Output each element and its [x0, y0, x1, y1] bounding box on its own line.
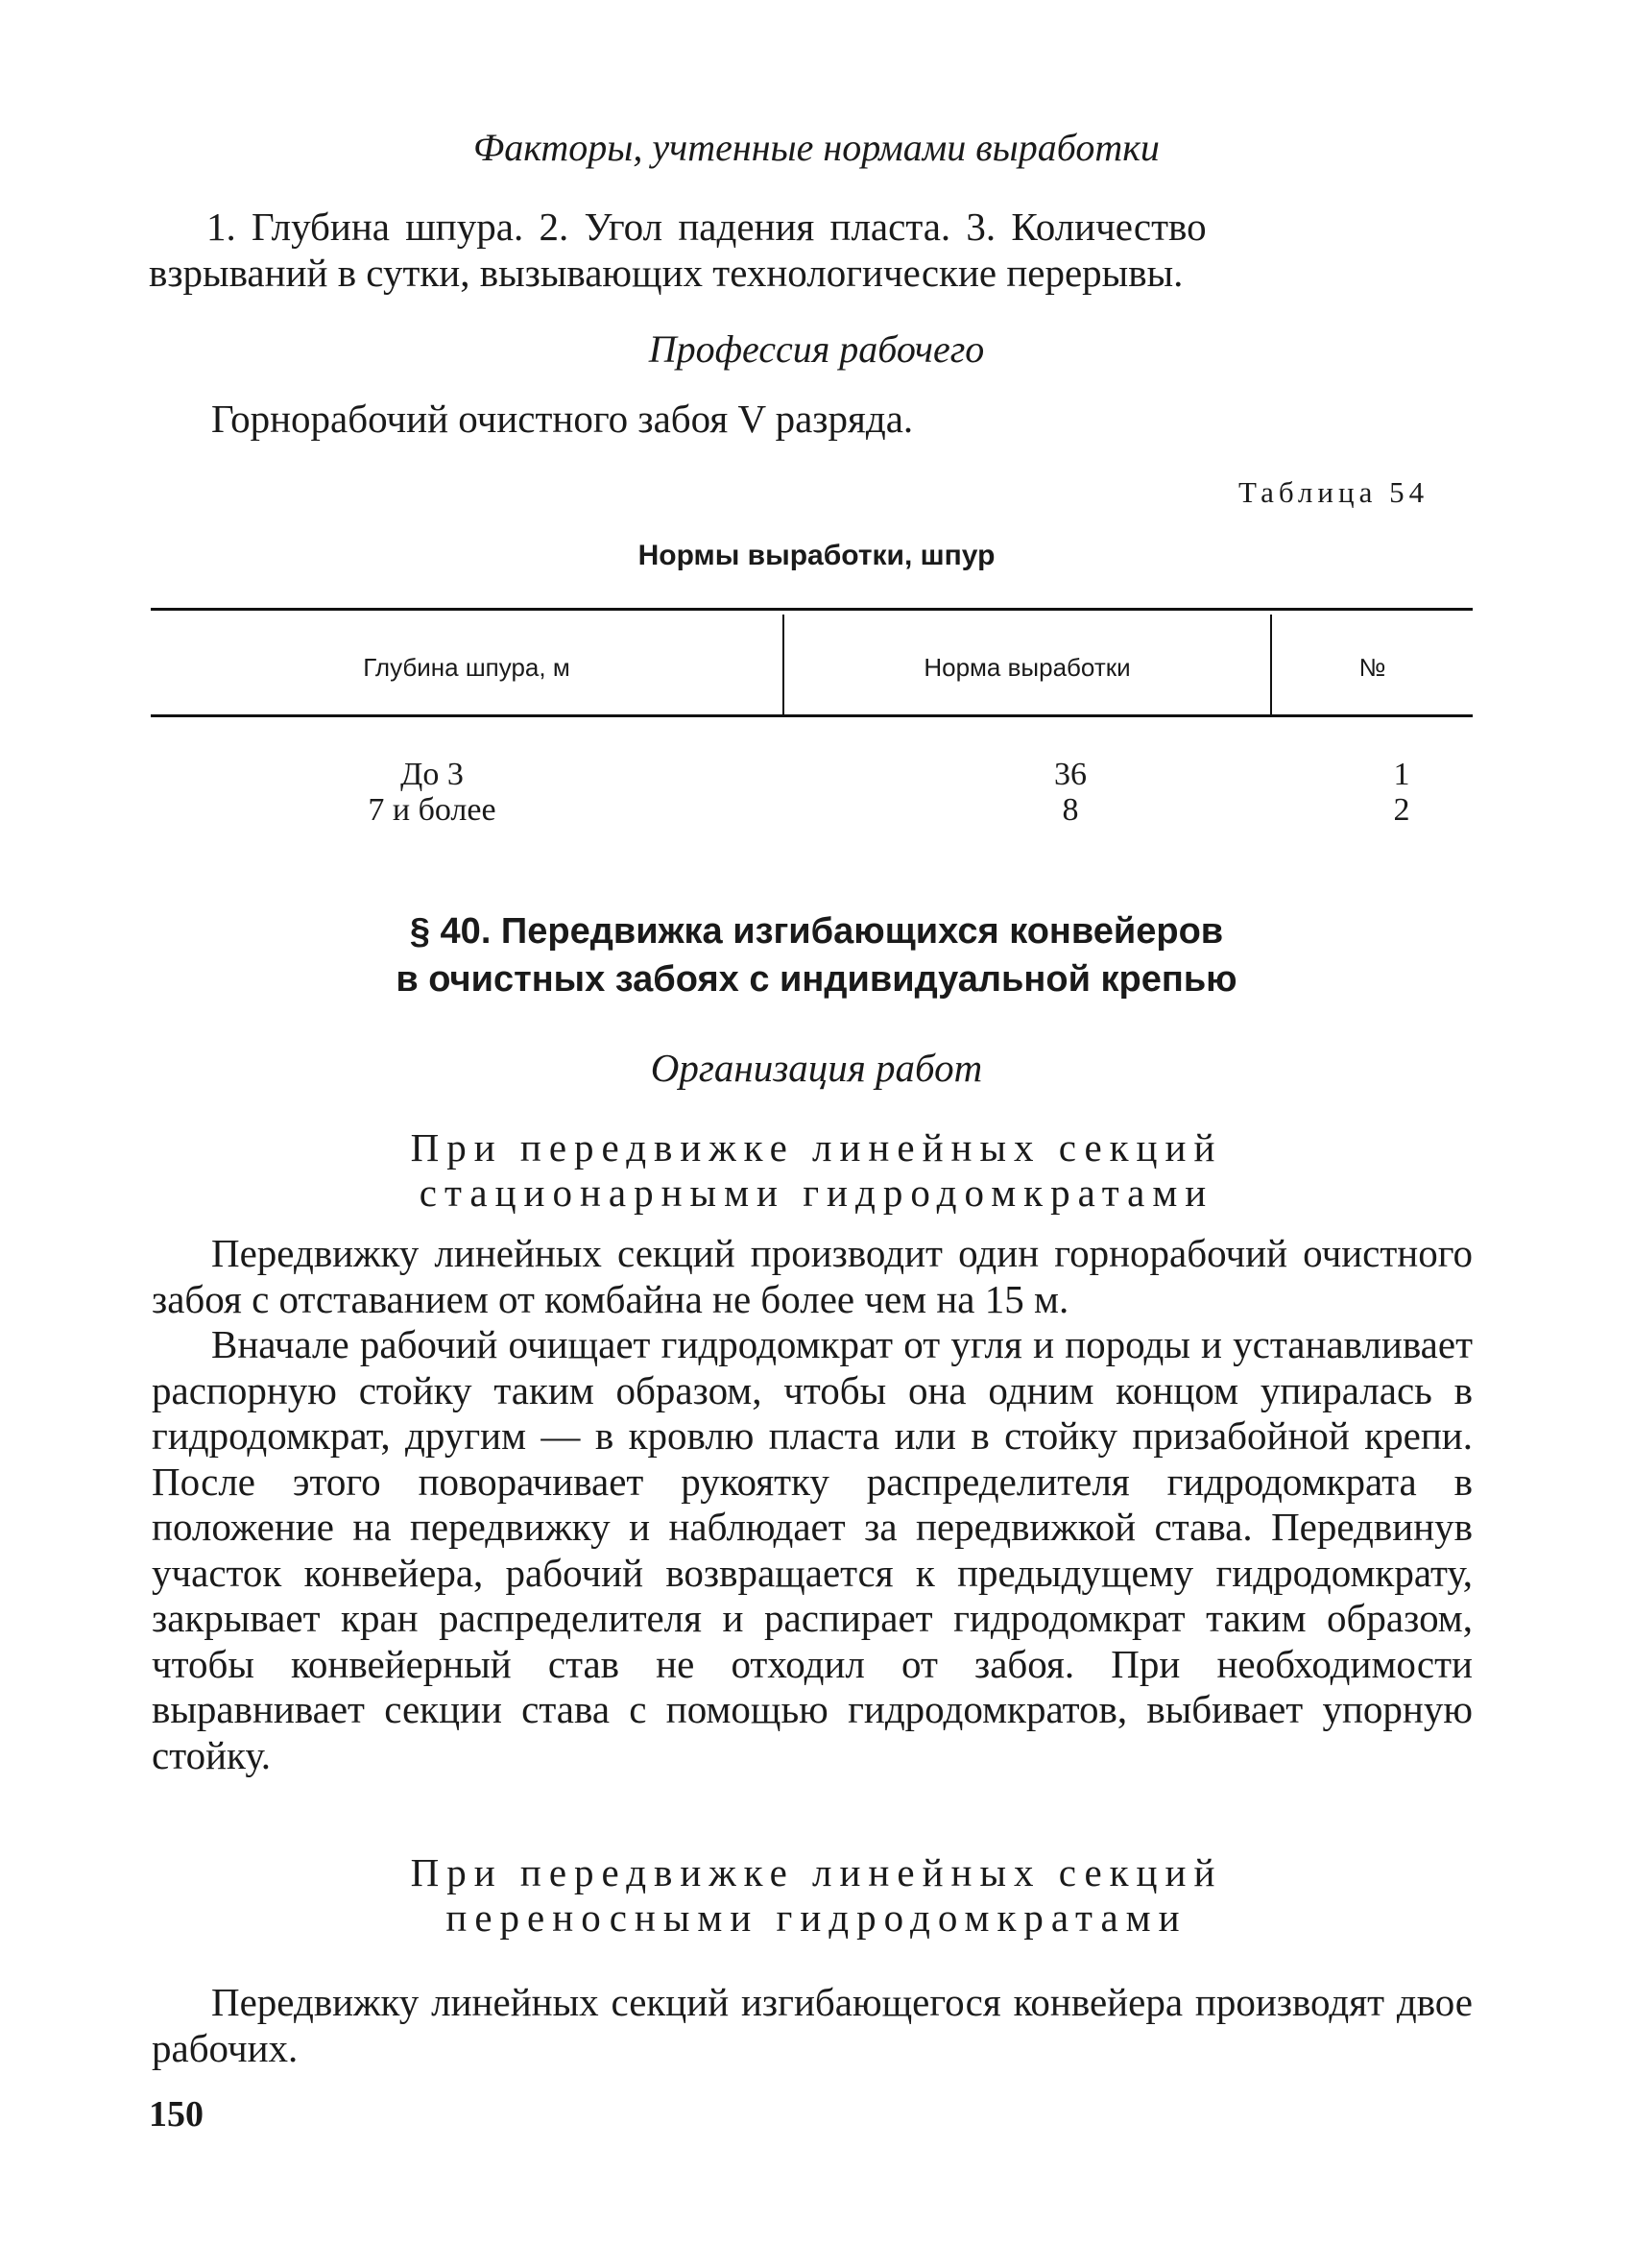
- section-subheading: Организация работ: [650, 1046, 983, 1090]
- part1-paragraph-2: Вначале рабочий очищает гидродомкрат от угля и породы и устанавливает распорную стойку таким образом, чтобы она одним концом упиралась в гидродомкрат, другим — в кровлю пласта или в стойку призабойной крепи. После этого поворачивает рукоятку распределителя гидродомкрата в положение на передвижку и наблюдает за передвижкой става. Передвинув участок конвейера, рабочий возвращается к предыдущему гидродомкрату, закрывает кран распределителя и распирает гидродомкрат таким образом, чтобы конвейерный став не отходил от забоя. При необходимости выравнивает секции става с помощью гидродомкратов, выбивает упорную стойку.: [152, 1322, 1473, 1777]
- cell-number: 1: [1393, 757, 1410, 792]
- cell-number: 2: [1393, 792, 1410, 828]
- column-header-norm: Норма выработки: [924, 653, 1131, 682]
- cell-depth: 7 и более: [368, 792, 496, 828]
- part1-paragraph-1: Передвижку линейных секций производит один горнорабочий очистного забоя с отставанием от комбайна не более чем на 15 м.: [152, 1231, 1473, 1321]
- part1-heading-line-2: стационарными гидродомкратами: [419, 1170, 1214, 1215]
- table-label: Таблица 54: [1238, 475, 1429, 509]
- table-top-rule: [151, 608, 1473, 611]
- part2-heading-line-1: При передвижке линейных секций: [410, 1850, 1223, 1894]
- factors-line-2: взрываний в сутки, вызывающих технологические перерывы.: [149, 251, 1184, 295]
- column-header-number: №: [1358, 653, 1386, 682]
- table-header-rule: [151, 714, 1473, 717]
- table-title: Нормы выработки, шпур: [637, 540, 996, 571]
- part2-paragraph-1: Передвижку линейных секций изгибающегося конвейера производят двое рабочих.: [152, 1980, 1473, 2070]
- cell-norm: 8: [1062, 792, 1079, 828]
- page-number: 150: [149, 2094, 204, 2135]
- part2-heading-line-2: переносными гидродомкратами: [445, 1895, 1188, 1940]
- cell-norm: 36: [1054, 757, 1087, 792]
- profession-heading: Профессия рабочего: [648, 327, 985, 371]
- profession-text: Горнорабочий очистного забоя V разряда.: [211, 397, 914, 441]
- section-title-line-2: в очистных забоях с индивидуальной крепью: [396, 959, 1237, 1000]
- section-title-line-1: § 40. Передвижка изгибающихся конвейеров: [409, 911, 1224, 952]
- factors-heading: Факторы, учтенные нормами выработки: [473, 126, 1160, 169]
- column-header-depth: Глубина шпура, м: [363, 653, 570, 682]
- cell-depth: До 3: [400, 757, 464, 792]
- factors-line-1: 1. Глубина шпура. 2. Угол падения пласта. 3. Количество: [206, 205, 1207, 249]
- part1-heading-line-1: При передвижке линейных секций: [410, 1125, 1223, 1170]
